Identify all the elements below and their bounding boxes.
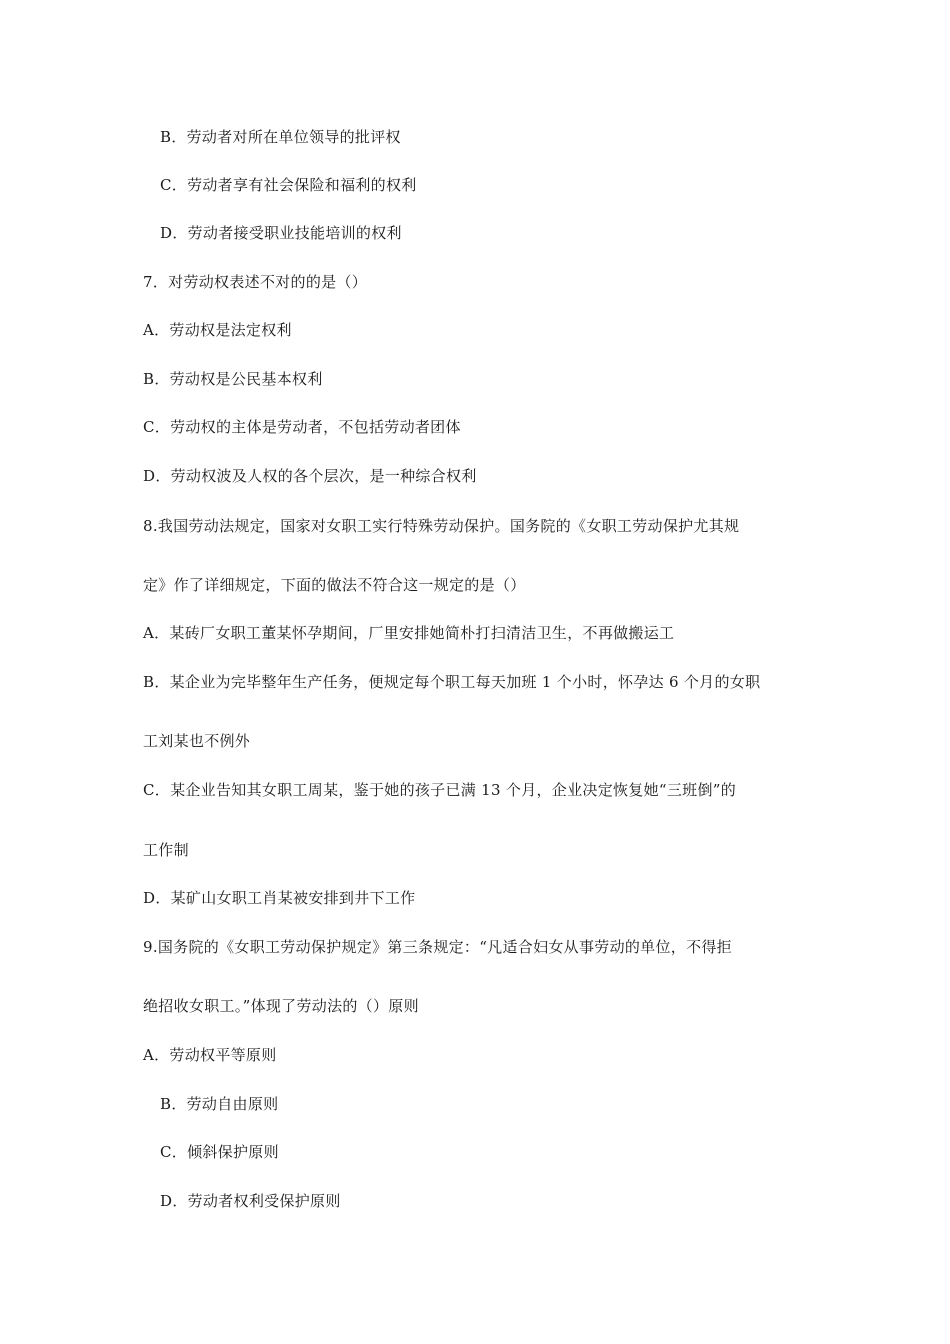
q8-option-a: A．某砖厂女职工董某怀孕期间，厂里安排她简朴打扫清洁卫生，不再做搬运工 [143,624,675,642]
option-b-line: B．劳动者对所在单位领导的批评权 [160,128,401,146]
question-9-line-2: 绝招收女职工。”体现了劳动法的（）原则 [143,997,419,1015]
q9-option-a: A．劳动权平等原则 [143,1046,277,1064]
q7-option-c: C．劳动权的主体是劳动者，不包括劳动者团体 [143,418,461,436]
q8-option-b-line-2: 工刘某也不例外 [143,732,251,750]
q8-option-b-line-1: B．某企业为完毕整年生产任务，便规定每个职工每天加班 1 个小时，怀孕达 6 个月的女职 [143,673,761,691]
q8-option-c-line-2: 工作制 [143,841,189,859]
q7-option-a: A．劳动权是法定权利 [143,321,292,339]
option-d-line: D．劳动者接受职业技能培训的权利 [160,224,402,242]
question-9-line-1: 9.国务院的《女职工劳动保护规定》第三条规定：“凡适合妇女从事劳动的单位，不得拒 [143,938,732,956]
q7-option-d: D．劳动权波及人权的各个层次，是一种综合权利 [143,467,477,485]
q8-option-d: D．某矿山女职工肖某被安排到井下工作 [143,889,416,907]
option-c-line: C．劳动者享有社会保险和福利的权利 [160,176,417,194]
question-8-line-1: 8.我国劳动法规定，国家对女职工实行特殊劳动保护。国务院的《女职工劳动保护尤其规 [143,517,740,535]
question-7: 7．对劳动权表述不对的的是（） [143,273,368,291]
q7-option-b: B．劳动权是公民基本权利 [143,370,323,388]
question-8-line-2: 定》作了详细规定，下面的做法不符合这一规定的是（） [143,576,526,594]
q8-option-c-line-1: C．某企业告知其女职工周某，鉴于她的孩子已满 13 个月，企业决定恢复她“三班倒”的 [143,781,737,799]
q9-option-b: B．劳动自由原则 [160,1095,279,1113]
q9-option-d: D．劳动者权利受保护原则 [160,1192,341,1210]
q9-option-c: C．倾斜保护原则 [160,1143,279,1161]
